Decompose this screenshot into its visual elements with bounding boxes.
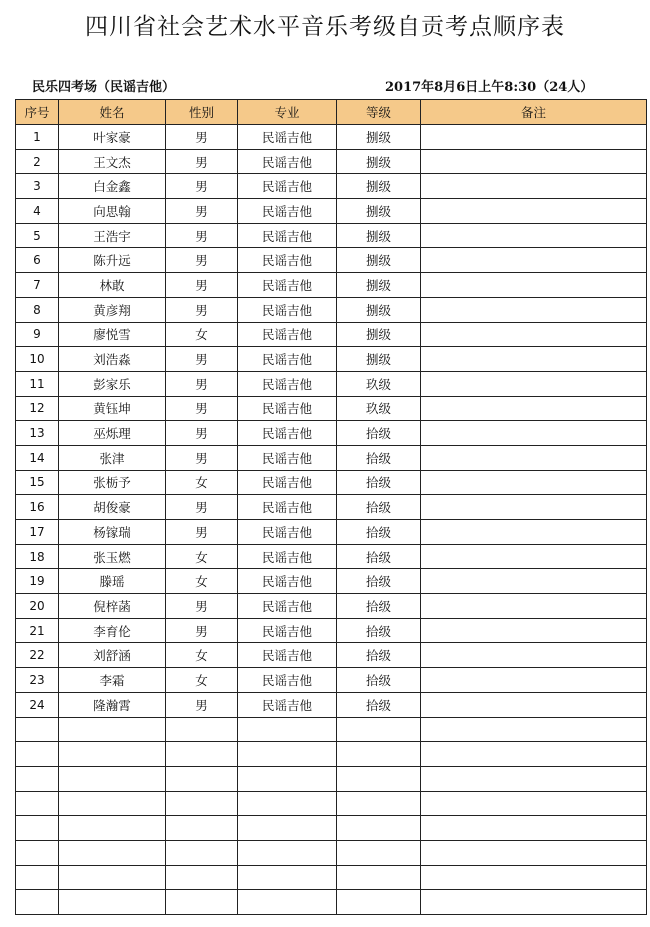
cell-name: 廖悦雪: [59, 322, 166, 347]
cell-number: 3: [16, 174, 59, 199]
empty-cell: [238, 742, 337, 767]
cell-name: 滕瑶: [59, 569, 166, 594]
cell-number: 11: [16, 371, 59, 396]
cell-level: 拾级: [337, 495, 421, 520]
cell-level: 捌级: [337, 248, 421, 273]
empty-cell: [421, 791, 647, 816]
table-row: [16, 643, 647, 668]
cell-name: 向思翰: [59, 199, 166, 224]
table-row: [16, 495, 647, 520]
cell-note: [421, 445, 647, 470]
cell-note: [421, 149, 647, 174]
cell-note: [421, 347, 647, 372]
table-row: [16, 297, 647, 322]
empty-cell: [238, 791, 337, 816]
empty-cell: [59, 742, 166, 767]
cell-gender: 男: [166, 149, 238, 174]
cell-gender: 男: [166, 520, 238, 545]
empty-cell: [238, 890, 337, 915]
cell-note: [421, 495, 647, 520]
cell-gender: 男: [166, 297, 238, 322]
table-row: [16, 199, 647, 224]
cell-number: 10: [16, 347, 59, 372]
exam-room-label: 民乐四考场（民谣吉他）: [32, 80, 176, 95]
cell-major: 民谣吉他: [238, 495, 337, 520]
cell-number: 14: [16, 445, 59, 470]
cell-name: 李育伦: [59, 618, 166, 643]
cell-level: 捌级: [337, 174, 421, 199]
cell-note: [421, 125, 647, 150]
empty-cell: [337, 742, 421, 767]
table-row: [16, 692, 647, 717]
cell-gender: 男: [166, 692, 238, 717]
empty-cell: [59, 816, 166, 841]
cell-name: 白金鑫: [59, 174, 166, 199]
cell-level: 拾级: [337, 520, 421, 545]
cell-major: 民谣吉他: [238, 544, 337, 569]
cell-name: 刘舒涵: [59, 643, 166, 668]
empty-cell: [16, 791, 59, 816]
cell-major: 民谣吉他: [238, 199, 337, 224]
empty-row: [16, 717, 647, 742]
cell-major: 民谣吉他: [238, 445, 337, 470]
empty-cell: [337, 865, 421, 890]
empty-cell: [421, 742, 647, 767]
empty-cell: [421, 890, 647, 915]
empty-cell: [16, 865, 59, 890]
cell-gender: 男: [166, 174, 238, 199]
cell-name: 张栃予: [59, 470, 166, 495]
table-header-row: [16, 100, 647, 125]
empty-cell: [16, 816, 59, 841]
cell-level: 拾级: [337, 618, 421, 643]
cell-gender: 女: [166, 668, 238, 693]
cell-note: [421, 371, 647, 396]
empty-cell: [59, 890, 166, 915]
cell-level: 拾级: [337, 594, 421, 619]
cell-number: 18: [16, 544, 59, 569]
empty-cell: [16, 742, 59, 767]
cell-gender: 男: [166, 495, 238, 520]
cell-note: [421, 594, 647, 619]
cell-number: 16: [16, 495, 59, 520]
empty-cell: [59, 791, 166, 816]
cell-gender: 男: [166, 618, 238, 643]
empty-cell: [16, 890, 59, 915]
cell-number: 24: [16, 692, 59, 717]
cell-name: 叶家豪: [59, 125, 166, 150]
cell-note: [421, 421, 647, 446]
empty-cell: [166, 816, 238, 841]
cell-major: 民谣吉他: [238, 297, 337, 322]
empty-cell: [238, 840, 337, 865]
cell-note: [421, 544, 647, 569]
cell-name: 张玉燃: [59, 544, 166, 569]
cell-major: 民谣吉他: [238, 149, 337, 174]
cell-note: [421, 174, 647, 199]
cell-name: 林敢: [59, 273, 166, 298]
cell-number: 9: [16, 322, 59, 347]
table-row: [16, 618, 647, 643]
cell-number: 2: [16, 149, 59, 174]
cell-major: 民谣吉他: [238, 347, 337, 372]
empty-cell: [16, 717, 59, 742]
cell-major: 民谣吉他: [238, 643, 337, 668]
cell-gender: 男: [166, 347, 238, 372]
table-row: [16, 520, 647, 545]
cell-level: 拾级: [337, 544, 421, 569]
col-header-level: 等级: [337, 100, 421, 125]
cell-major: 民谣吉他: [238, 520, 337, 545]
cell-gender: 男: [166, 594, 238, 619]
empty-cell: [166, 890, 238, 915]
cell-level: 捌级: [337, 199, 421, 224]
empty-cell: [421, 865, 647, 890]
cell-name: 张津: [59, 445, 166, 470]
cell-number: 1: [16, 125, 59, 150]
empty-cell: [421, 766, 647, 791]
table-row: [16, 544, 647, 569]
cell-note: [421, 692, 647, 717]
table-row: [16, 273, 647, 298]
cell-major: 民谣吉他: [238, 125, 337, 150]
empty-cell: [166, 840, 238, 865]
empty-cell: [166, 717, 238, 742]
cell-level: 拾级: [337, 668, 421, 693]
table-row: [16, 668, 647, 693]
table-row: [16, 371, 647, 396]
empty-cell: [337, 816, 421, 841]
empty-cell: [238, 766, 337, 791]
cell-note: [421, 569, 647, 594]
cell-note: [421, 322, 647, 347]
empty-row: [16, 791, 647, 816]
empty-cell: [337, 840, 421, 865]
cell-level: 捌级: [337, 347, 421, 372]
cell-level: 拾级: [337, 470, 421, 495]
cell-gender: 男: [166, 125, 238, 150]
table-row: [16, 445, 647, 470]
cell-major: 民谣吉他: [238, 618, 337, 643]
empty-cell: [238, 865, 337, 890]
cell-number: 8: [16, 297, 59, 322]
cell-gender: 男: [166, 199, 238, 224]
empty-cell: [421, 840, 647, 865]
cell-major: 民谣吉他: [238, 273, 337, 298]
col-header-number: 序号: [16, 100, 59, 125]
cell-level: 拾级: [337, 421, 421, 446]
empty-cell: [59, 766, 166, 791]
empty-cell: [59, 717, 166, 742]
cell-gender: 男: [166, 223, 238, 248]
cell-major: 民谣吉他: [238, 569, 337, 594]
empty-row: [16, 742, 647, 767]
cell-major: 民谣吉他: [238, 668, 337, 693]
empty-cell: [337, 717, 421, 742]
cell-name: 胡俊豪: [59, 495, 166, 520]
cell-number: 15: [16, 470, 59, 495]
cell-gender: 女: [166, 470, 238, 495]
cell-number: 4: [16, 199, 59, 224]
cell-level: 玖级: [337, 371, 421, 396]
cell-number: 19: [16, 569, 59, 594]
document-title: 四川省社会艺术水平音乐考级自贡考点顺序表: [85, 14, 565, 40]
schedule-table: [15, 99, 647, 915]
col-header-note: 备注: [421, 100, 647, 125]
cell-number: 20: [16, 594, 59, 619]
cell-gender: 男: [166, 371, 238, 396]
cell-number: 17: [16, 520, 59, 545]
cell-number: 12: [16, 396, 59, 421]
cell-number: 23: [16, 668, 59, 693]
table-row: [16, 470, 647, 495]
exam-datetime: 2017年8月6日上午8:30（24人）: [385, 80, 594, 95]
cell-name: 隆瀚霄: [59, 692, 166, 717]
cell-major: 民谣吉他: [238, 396, 337, 421]
empty-row: [16, 890, 647, 915]
table-row: [16, 421, 647, 446]
cell-major: 民谣吉他: [238, 223, 337, 248]
cell-number: 6: [16, 248, 59, 273]
cell-note: [421, 643, 647, 668]
cell-name: 王文杰: [59, 149, 166, 174]
cell-name: 杨镓瑞: [59, 520, 166, 545]
cell-note: [421, 618, 647, 643]
table-row: [16, 396, 647, 421]
cell-gender: 男: [166, 273, 238, 298]
cell-major: 民谣吉他: [238, 174, 337, 199]
cell-gender: 女: [166, 643, 238, 668]
empty-row: [16, 840, 647, 865]
cell-name: 陈升远: [59, 248, 166, 273]
empty-cell: [16, 840, 59, 865]
cell-number: 13: [16, 421, 59, 446]
cell-gender: 女: [166, 544, 238, 569]
empty-cell: [59, 840, 166, 865]
cell-gender: 男: [166, 248, 238, 273]
cell-level: 捌级: [337, 223, 421, 248]
cell-name: 王浩宇: [59, 223, 166, 248]
table-row: [16, 223, 647, 248]
empty-row: [16, 766, 647, 791]
cell-major: 民谣吉他: [238, 371, 337, 396]
cell-gender: 男: [166, 445, 238, 470]
cell-name: 巫烁理: [59, 421, 166, 446]
cell-gender: 男: [166, 396, 238, 421]
table-row: [16, 569, 647, 594]
empty-cell: [166, 865, 238, 890]
cell-note: [421, 273, 647, 298]
cell-major: 民谣吉他: [238, 248, 337, 273]
cell-major: 民谣吉他: [238, 692, 337, 717]
table-body: [16, 125, 647, 915]
table-row: [16, 322, 647, 347]
empty-cell: [238, 717, 337, 742]
col-header-major: 专业: [238, 100, 337, 125]
empty-cell: [337, 791, 421, 816]
cell-level: 拾级: [337, 445, 421, 470]
cell-level: 捌级: [337, 125, 421, 150]
cell-name: 刘浩淼: [59, 347, 166, 372]
cell-note: [421, 199, 647, 224]
table-row: [16, 594, 647, 619]
table-row: [16, 248, 647, 273]
cell-note: [421, 668, 647, 693]
col-header-name: 姓名: [59, 100, 166, 125]
cell-major: 民谣吉他: [238, 421, 337, 446]
empty-cell: [166, 766, 238, 791]
empty-row: [16, 816, 647, 841]
cell-name: 黄彦翔: [59, 297, 166, 322]
empty-cell: [16, 766, 59, 791]
empty-cell: [337, 890, 421, 915]
cell-note: [421, 470, 647, 495]
cell-number: 21: [16, 618, 59, 643]
empty-cell: [421, 717, 647, 742]
empty-cell: [421, 816, 647, 841]
table-row: [16, 347, 647, 372]
cell-major: 民谣吉他: [238, 322, 337, 347]
empty-cell: [238, 816, 337, 841]
cell-gender: 女: [166, 322, 238, 347]
cell-level: 捌级: [337, 322, 421, 347]
cell-level: 拾级: [337, 692, 421, 717]
cell-number: 7: [16, 273, 59, 298]
empty-cell: [166, 742, 238, 767]
cell-major: 民谣吉他: [238, 470, 337, 495]
empty-row: [16, 865, 647, 890]
cell-number: 5: [16, 223, 59, 248]
cell-level: 捌级: [337, 149, 421, 174]
col-header-gender: 性别: [166, 100, 238, 125]
cell-number: 22: [16, 643, 59, 668]
cell-gender: 女: [166, 569, 238, 594]
cell-name: 彭家乐: [59, 371, 166, 396]
table-row: [16, 174, 647, 199]
cell-name: 黄钰坤: [59, 396, 166, 421]
table-row: [16, 149, 647, 174]
empty-cell: [59, 865, 166, 890]
cell-note: [421, 223, 647, 248]
cell-major: 民谣吉他: [238, 594, 337, 619]
cell-note: [421, 396, 647, 421]
cell-level: 拾级: [337, 569, 421, 594]
cell-level: 玖级: [337, 396, 421, 421]
table-row: [16, 125, 647, 150]
cell-level: 拾级: [337, 643, 421, 668]
cell-name: 倪梓菡: [59, 594, 166, 619]
cell-gender: 男: [166, 421, 238, 446]
cell-note: [421, 520, 647, 545]
empty-cell: [166, 791, 238, 816]
cell-note: [421, 248, 647, 273]
cell-name: 李霜: [59, 668, 166, 693]
cell-note: [421, 297, 647, 322]
cell-level: 捌级: [337, 297, 421, 322]
cell-level: 捌级: [337, 273, 421, 298]
empty-cell: [337, 766, 421, 791]
